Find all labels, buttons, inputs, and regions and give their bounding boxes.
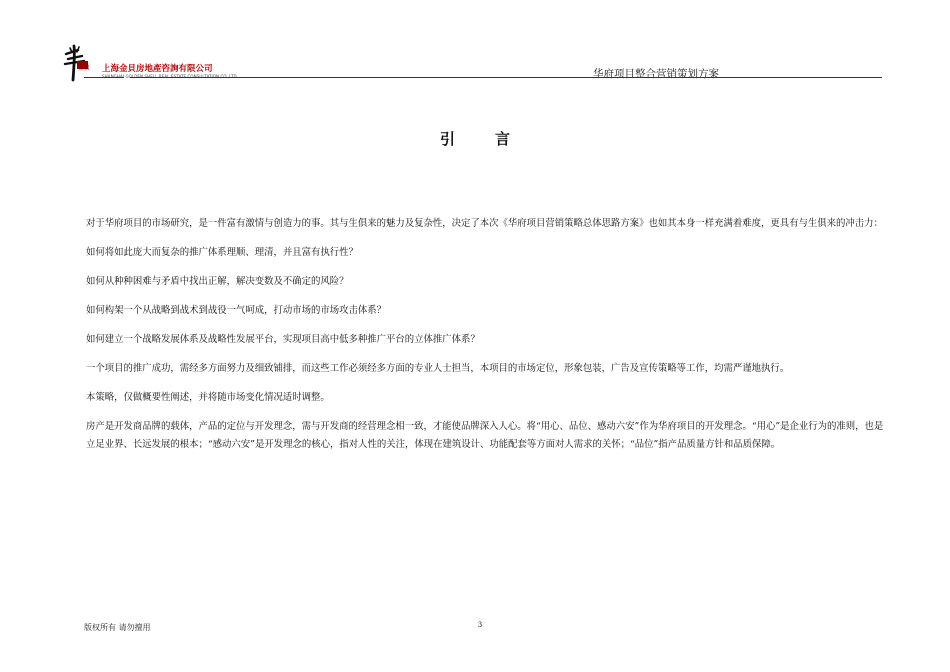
paragraph-promotion: 一个项目的推广成功，需经多方面努力及细致铺排，而这些工作必须经多方面的专业人士担当，本项目的市场定位，形象包装，广告及宣传策略等工作，均需严谨地执行。 <box>86 363 790 374</box>
document-header-title: 华府项目整合营销策划方案 <box>593 68 719 80</box>
body-text <box>86 215 886 465</box>
logo-seal-text: 金貝 <box>78 65 91 72</box>
paragraph-development-concept: 房产是开发商品牌的载体，产品的定位与开发理念，需与开发商的经营理念相一致，才能使品牌深入人心。将“用心、品位、感动六安”作为华府项目的开发理念。“用心”是企业行为的准则，也是立足业界、长远发展的根本；“感动六安”是开发理念的核心，指对人性的关注，体现在建筑设计、功能配套等方面对人需求的关怀；“品位”指产品质量方针和品质保障。 <box>86 421 884 450</box>
company-name-cn: 上海金貝房地產咨詢有限公司 <box>102 64 213 74</box>
page-title: 引言 <box>439 130 550 148</box>
paragraph-question-4: 如何建立一个战略发展体系及战略性发展平台，实现项目高中低多种推广平台的立体推广体系？ <box>86 334 480 345</box>
paragraph-question-3: 如何构架一个从战略到战术到战役一气呵成，打动市场的市场攻击体系？ <box>86 305 387 316</box>
header-divider <box>130 77 882 78</box>
footer-copyright: 版权所有 请勿擅用 <box>84 623 151 632</box>
page-number: 3 <box>477 621 483 629</box>
paragraph-intro: 对于华府项目的市场研究，是一件富有激情与创造力的事。其与生俱来的魅力及复杂性，决定了本次《华府项目营销策略总体思路方案》也如其本身一样充满着难度，更具有与生俱来的冲击力： <box>86 218 883 229</box>
header-divider-left <box>84 77 124 78</box>
paragraph-strategy-note: 本策略，仅做概要性阐述，并将随市场变化情况适时调整。 <box>86 392 330 403</box>
company-logo <box>62 44 262 84</box>
paragraph-question-1: 如何将如此庞大而复杂的推广体系理顺、理清，并且富有执行性？ <box>86 247 358 258</box>
paragraph-question-2: 如何从种种困难与矛盾中找出正解，解决变数及不确定的风险？ <box>86 276 349 287</box>
company-name-en: SHANGHAI GOLDEN SHELL REAL ESTATE CONSULTATION CO.,LTD. <box>102 74 239 79</box>
